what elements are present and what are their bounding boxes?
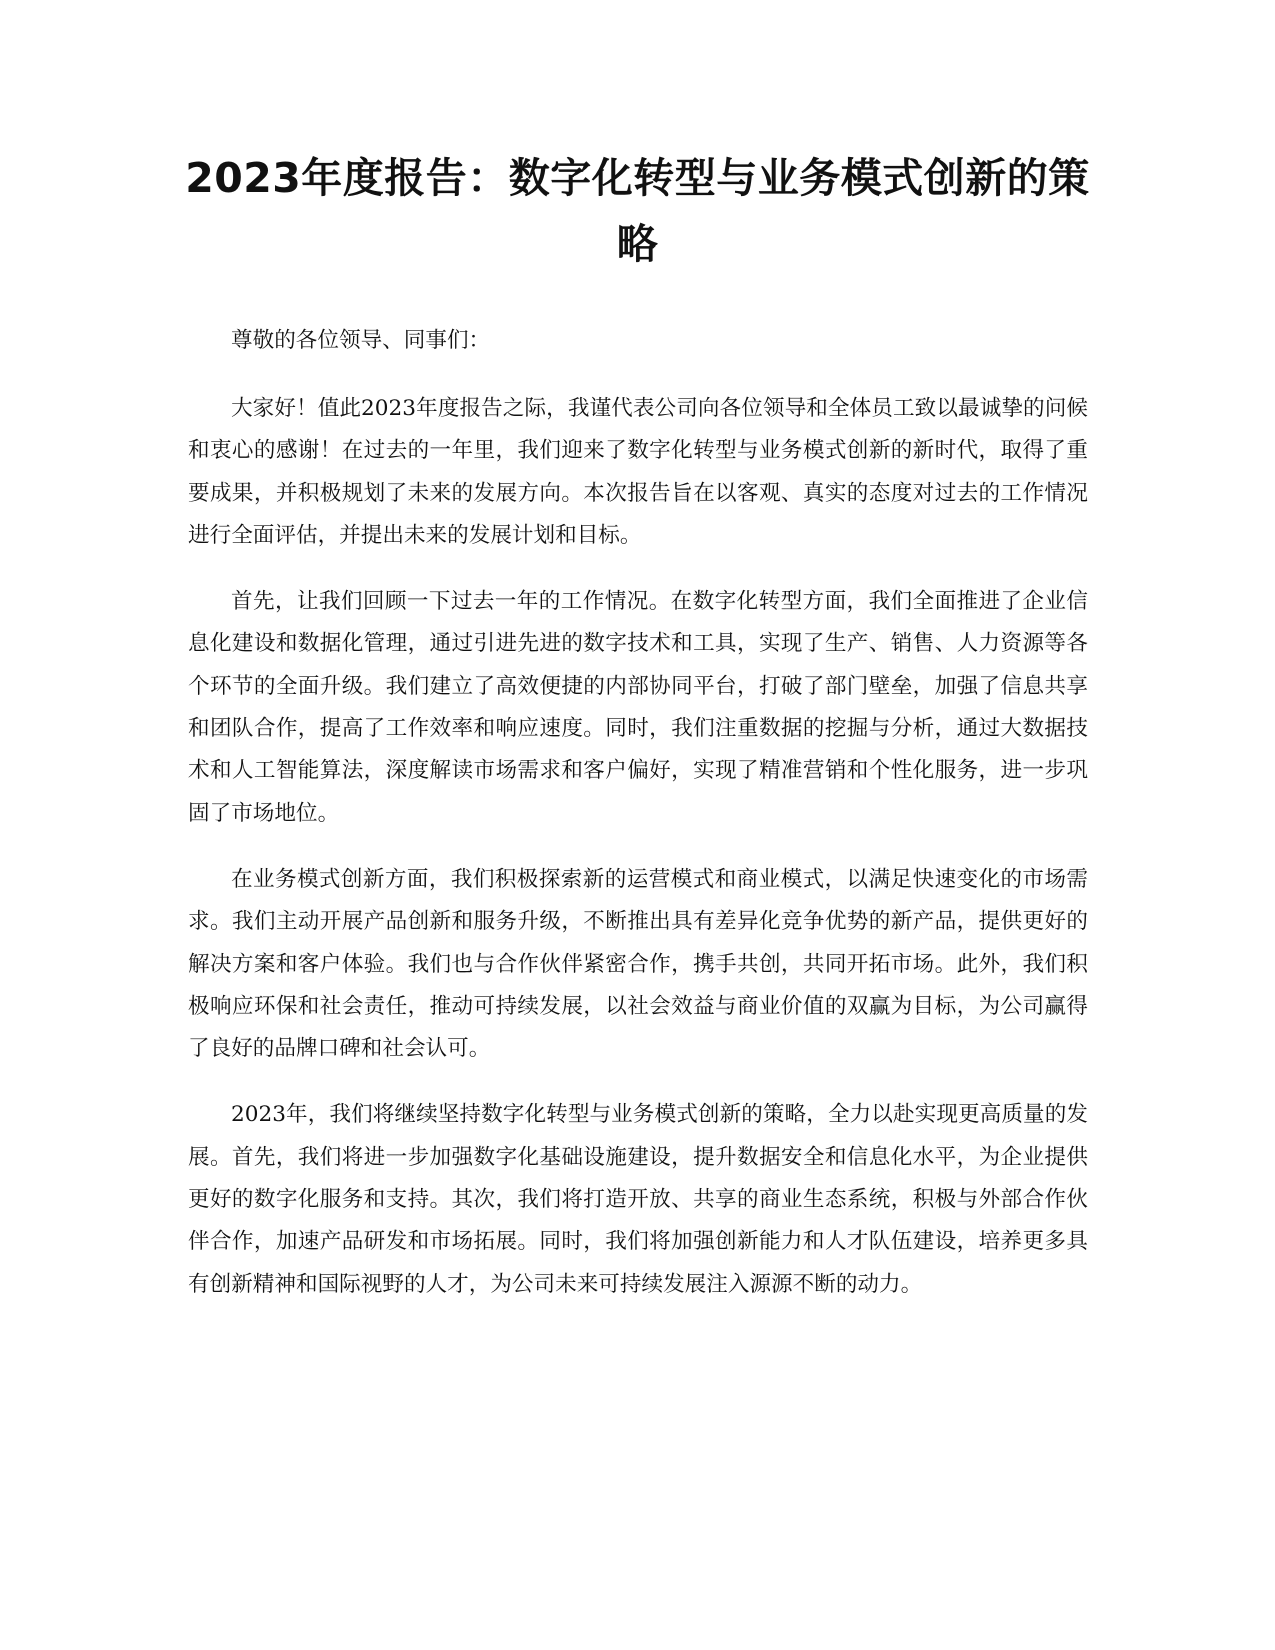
paragraph-business-innovation: 在业务模式创新方面，我们积极探索新的运营模式和商业模式，以满足快速变化的市场需求。我们主动开展产品创新和服务升级，不断推出具有差异化竞争优势的新产品，提供更好的解决方案和客户体验。我们也与合作伙伴紧密合作，携手共创，共同开拓市场。此外，我们积极响应环保和社会责任，推动可持续发展，以社会效益与商业价值的双赢为目标，为公司赢得了良好的品牌口碑和社会认可。	[188, 866, 1088, 1062]
document-body	[188, 320, 1088, 1330]
greeting-line: 尊敬的各位领导、同事们：	[231, 328, 491, 353]
document-title: 2023年度报告：数字化转型与业务模式创新的策略	[185, 154, 1090, 268]
paragraph-opening: 大家好！值此2023年度报告之际，我谨代表公司向各位领导和全体员工致以最诚挚的问候和衷心的感谢！在过去的一年里，我们迎来了数字化转型与业务模式创新的新时代，取得了重要成果，并积极规划了未来的发展方向。本次报告旨在以客观、真实的态度对过去的工作情况进行全面评估，并提出未来的发展计划和目标。	[188, 396, 1088, 548]
paragraph-review: 首先，让我们回顾一下过去一年的工作情况。在数字化转型方面，我们全面推进了企业信息化建设和数据化管理，通过引进先进的数字技术和工具，实现了生产、销售、人力资源等各个环节的全面升级。我们建立了高效便捷的内部协同平台，打破了部门壁垒，加强了信息共享和团队合作，提高了工作效率和响应速度。同时，我们注重数据的挖掘与分析，通过大数据技术和人工智能算法，深度解读市场需求和客户偏好，实现了精准营销和个性化服务，进一步巩固了市场地位。	[188, 589, 1088, 826]
paragraph-outlook: 2023年，我们将继续坚持数字化转型与业务模式创新的策略，全力以赴实现更高质量的发展。首先，我们将进一步加强数字化基础设施建设，提升数据安全和信息化水平，为企业提供更好的数字化服务和支持。其次，我们将打造开放、共享的商业生态系统，积极与外部合作伙伴合作，加速产品研发和市场拓展。同时，我们将加强创新能力和人才队伍建设，培养更多具有创新精神和国际视野的人才，为公司未来可持续发展注入源源不断的动力。	[188, 1102, 1088, 1297]
